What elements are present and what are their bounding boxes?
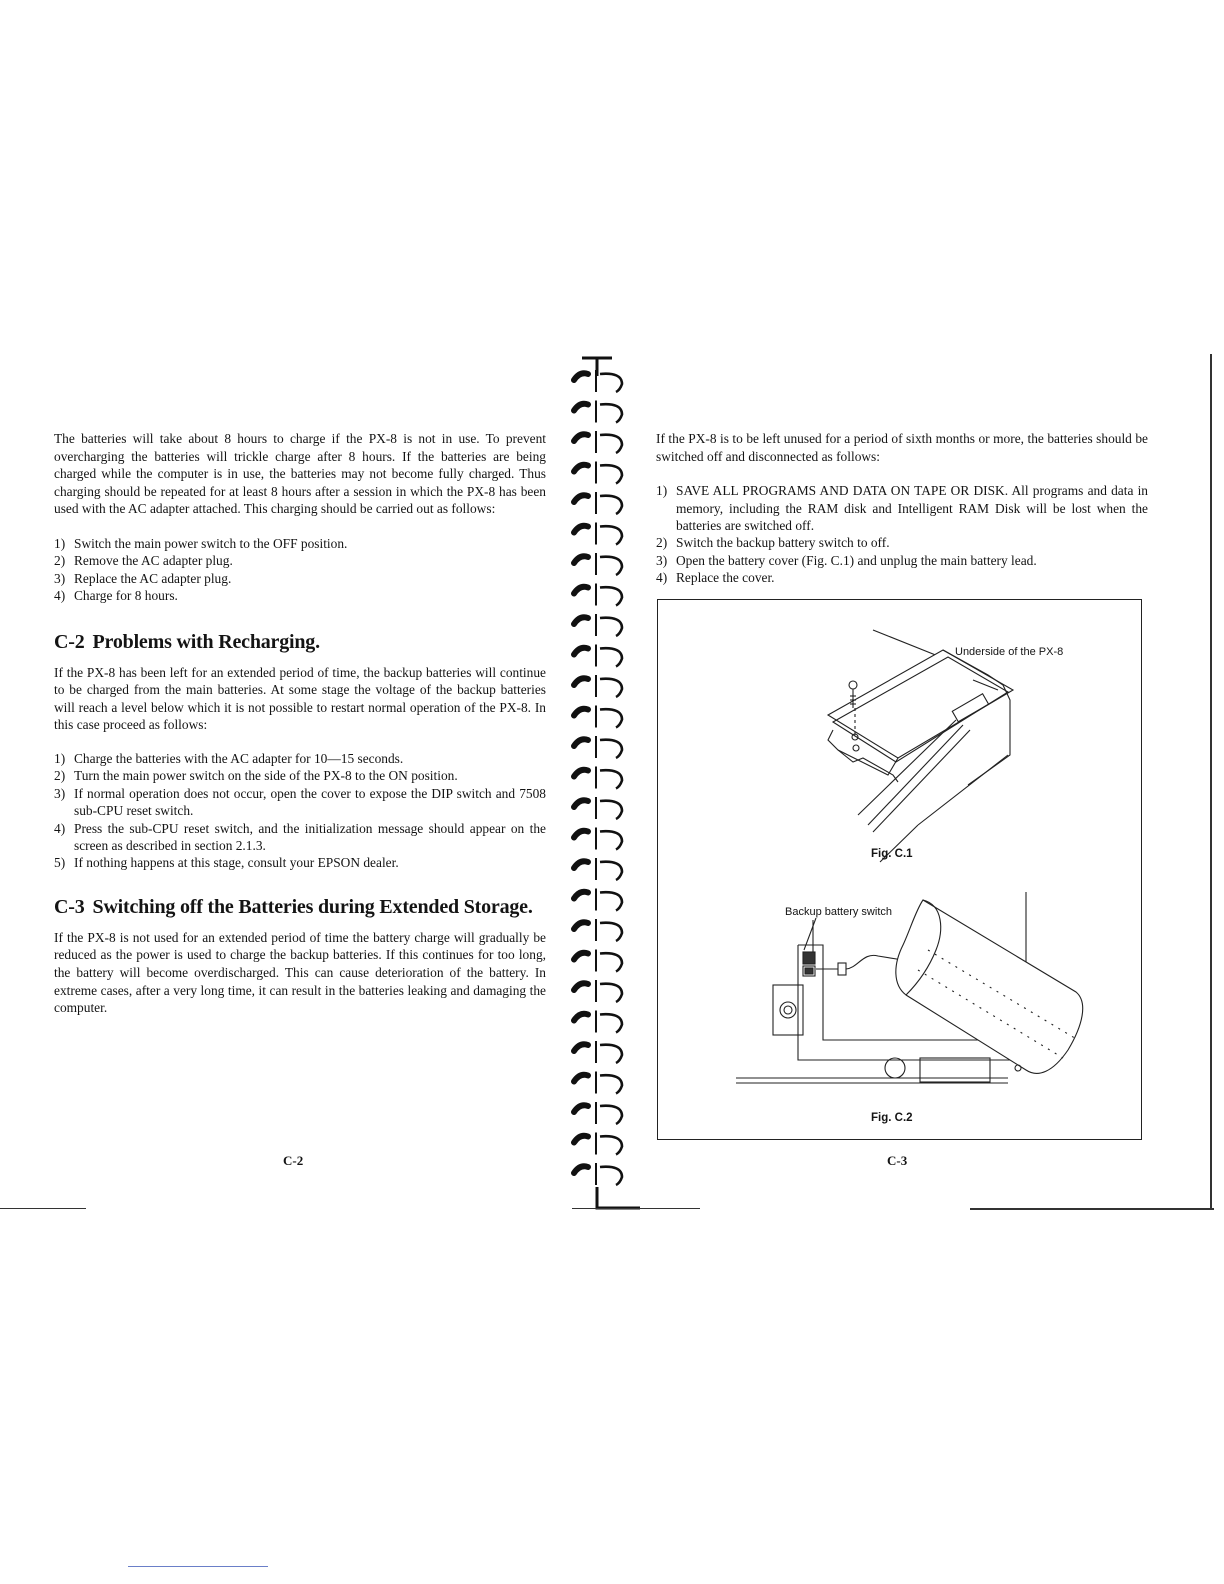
binding-coil (574, 553, 622, 575)
list-item-text: If normal operation does not occur, open the cover to expose the DIP switch and 7508 sub-CPU reset switch. (74, 785, 546, 819)
list-item (54, 854, 546, 871)
binding-coil (574, 797, 622, 819)
list-item (54, 767, 546, 784)
figure1-label: Underside of the PX-8 (955, 646, 1064, 658)
list-item-text: Replace the cover. (676, 570, 775, 586)
list-item-number: 2) (656, 535, 668, 551)
storage-steps-list (656, 482, 1148, 586)
list-item (54, 570, 546, 587)
binding-coil (574, 523, 622, 545)
list-item-number: 3) (54, 785, 66, 801)
page-edge-bottom-center (572, 1208, 700, 1209)
section-title: Switching off the Batteries during Extended Storage. (92, 895, 533, 918)
page-edge-bottom-right (970, 1208, 1214, 1210)
binding-coil (574, 706, 622, 728)
list-item-text: Charge the batteries with the AC adapter for 10—15 seconds. (74, 750, 404, 766)
binding-coil (574, 950, 622, 972)
binding-bottom (597, 1187, 640, 1208)
list-item-number: 1) (54, 535, 66, 551)
binding-coil (574, 858, 622, 880)
list-item (656, 569, 1148, 586)
list-item-number: 3) (54, 570, 66, 586)
binding-coil (574, 675, 622, 697)
list-item (54, 587, 546, 604)
section-c3-paragraph: If the PX-8 is not used for an extended period of time the battery charge will gradually be reduced as the power is used to charge the backup batteries. If this continues for too long, the battery will become overdischarged. This can cause deterioration of the battery. In extreme cases, after a very long time, it can result in the batteries leaking and damaging the computer. (54, 929, 546, 1016)
binding-coil (574, 736, 622, 758)
left-intro-paragraph: The batteries will take about 8 hours to charge if the PX-8 is not in use. To prevent overcharging the batteries will trickle charge after 8 hours. If the batteries are being charged while the computer is in use, the batteries may not become fully charged. Thus charging should be repeated for at least 8 hours after a session in which the PX-8 has been used with the AC adapter attached. This charging should be carried out as follows: (54, 431, 546, 517)
list-item-number: 2) (54, 768, 66, 784)
page-edge-bottom-left (0, 1208, 86, 1209)
binding-coil (574, 431, 622, 453)
list-item (656, 534, 1148, 551)
binding-coil (574, 889, 622, 911)
binding-coil (574, 614, 622, 636)
list-item-text: Press the sub-CPU reset switch, and the initialization message should appear on the screen as described in section 2.1.3. (74, 820, 546, 853)
binding-coil (574, 828, 622, 850)
list-item-text: Switch the main power switch to the OFF position. (74, 535, 348, 551)
list-item-text: Open the battery cover (Fig. C.1) and unplug the main battery lead. (676, 552, 1037, 568)
binding-coil (574, 1133, 622, 1155)
charging-steps-list (54, 535, 546, 605)
list-item-number: 1) (656, 483, 668, 499)
list-item-number: 1) (54, 750, 66, 766)
binding-coil (574, 462, 622, 484)
binding-coil (574, 1163, 622, 1185)
list-item-text: If nothing happens at this stage, consult your EPSON dealer. (74, 855, 399, 871)
list-item (54, 552, 546, 569)
list-item-number: 4) (54, 820, 66, 836)
binding-coil (574, 1072, 622, 1094)
binding-coil (574, 492, 622, 514)
list-item (656, 552, 1148, 569)
list-item-text: SAVE ALL PROGRAMS AND DATA ON TAPE OR DISK. All programs and data in memory, including the RAM disk and Intelligent RAM Disk will be lost when the batteries are switched off. (676, 483, 1148, 533)
list-item-text: Switch the backup battery switch to off. (676, 535, 890, 551)
list-item (54, 750, 546, 767)
right-intro-paragraph: If the PX-8 is to be left unused for a period of sixth months or more, the batteries should be switched off and disconnected as follows: (656, 431, 1148, 464)
underside-illustration (658, 600, 1140, 1138)
binding-coil (574, 980, 622, 1002)
binding-coil (574, 401, 622, 423)
list-item-text: Turn the main power switch on the side of the PX-8 to the ON position. (74, 768, 458, 784)
section-c3-heading (54, 896, 546, 919)
list-item-number: 4) (656, 570, 668, 586)
binding-coil (574, 1102, 622, 1124)
list-item (656, 482, 1148, 534)
list-item (54, 535, 546, 552)
recharging-steps-list (54, 750, 546, 872)
figure2-caption: Fig. C.2 (871, 1112, 913, 1124)
list-item-number: 4) (54, 588, 66, 604)
list-item-number: 3) (656, 552, 668, 568)
list-item-text: Charge for 8 hours. (74, 588, 178, 604)
section-c2-paragraph: If the PX-8 has been left for an extended period of time, the backup batteries will continue to be charged from the main batteries. At some stage the voltage of the backup batteries will reach a level below which it is not possible to restart normal operation of the PX-8. In this case proceed as follows: (54, 664, 546, 733)
page-edge-right (1210, 354, 1212, 1210)
binding-coil (574, 1011, 622, 1033)
list-item-text: Replace the AC adapter plug. (74, 570, 232, 586)
binding-coil (574, 1041, 622, 1063)
list-item (54, 820, 546, 855)
section-title: Problems with Recharging. (92, 630, 320, 653)
figure1-caption: Fig. C.1 (871, 848, 913, 860)
section-number: C-3 (54, 895, 85, 918)
section-c2-heading (54, 631, 546, 654)
figure2-label: Backup battery switch (785, 906, 892, 918)
binding-coil (574, 767, 622, 789)
spiral-binding (560, 352, 650, 1212)
list-item-text: Remove the AC adapter plug. (74, 553, 233, 569)
figure-box (657, 599, 1142, 1140)
binding-coil (574, 645, 622, 667)
page-number-right: C-3 (887, 1153, 908, 1168)
list-item-number: 5) (54, 855, 66, 871)
binding-coil (574, 584, 622, 606)
left-page (54, 430, 546, 1017)
list-item-number: 2) (54, 553, 66, 569)
section-number: C-2 (54, 630, 85, 653)
page-number-left: C-2 (283, 1153, 304, 1168)
binding-coil (574, 919, 622, 941)
scan-artifact-line (128, 1566, 268, 1567)
list-item (54, 785, 546, 820)
right-page (656, 430, 1148, 587)
